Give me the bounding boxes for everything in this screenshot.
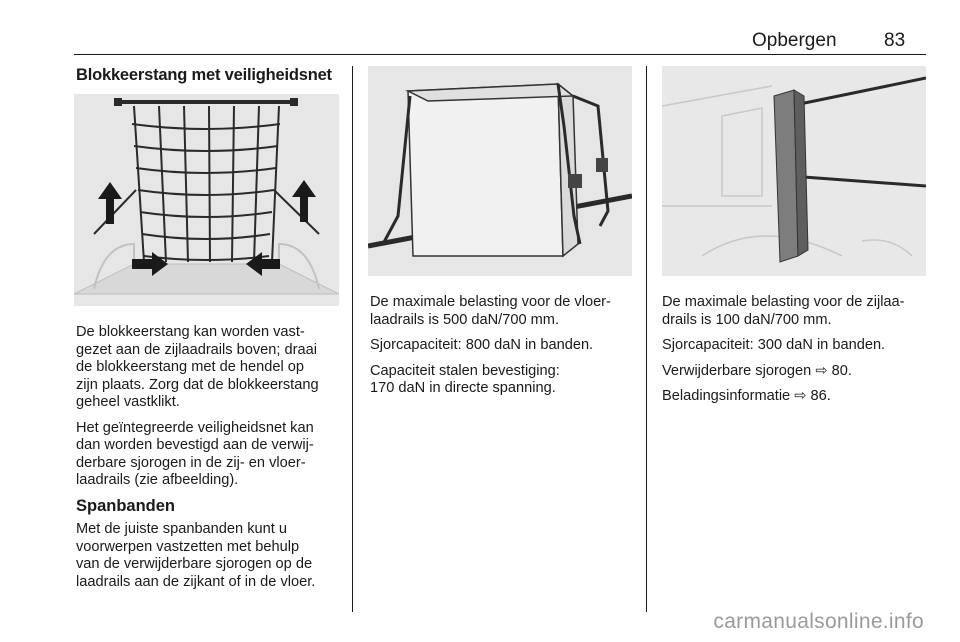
figure-box-straps (368, 66, 632, 276)
figure-safety-net (74, 94, 339, 306)
left-text-block (76, 324, 344, 599)
paragraph: Met de juiste spanbanden kunt u voorwerpen vastzetten met behulp van de verwijderbare sjorogen op de laadrails aan de zijkant of in de vloer. (76, 521, 316, 590)
paragraph: Sjorcapaciteit: 300 daN in banden. (662, 337, 886, 353)
box-straps-illustration (368, 66, 632, 276)
subheading: Spanbanden (76, 496, 176, 515)
safety-net-illustration (74, 94, 339, 306)
paragraph: De blokkeerstang kan worden vast- gezet aan de zijlaadrails boven; draai de blokkeerstang met de hendel op zijn plaats. Zorg dat de blokkeerstang geheel vastklikt. (76, 324, 319, 410)
paragraph: Capaciteit stalen bevestiging: 170 daN in directe spanning. (370, 362, 560, 396)
paragraph: De maximale belasting voor de vloer- laadrails is 500 daN/700 mm. (370, 294, 611, 328)
paragraph: Beladingsinformatie ⇨ 86. (662, 388, 831, 404)
header-rule (74, 54, 926, 55)
figure-side-rail (662, 66, 926, 276)
column-divider-2 (646, 66, 647, 612)
paragraph: Verwijderbare sjorogen ⇨ 80. (662, 362, 852, 379)
paragraph: De maximale belasting voor de zijlaa- drails is 100 daN/700 mm. (662, 294, 905, 328)
page-header-title: Opbergen (752, 30, 837, 51)
column-divider-1 (352, 66, 353, 612)
paragraph: Het geïntegreerde veiligheidsnet kan dan worden bevestigd aan de verwij- derbare sjorogen in de zij- en vloer- laadrails (zie afbeelding). (76, 419, 314, 488)
page-number: 83 (884, 30, 906, 51)
paragraph: Sjorcapaciteit: 800 daN in banden. (370, 337, 594, 353)
side-rail-illustration (662, 66, 926, 276)
middle-text-block (370, 294, 640, 406)
section-title: Blokkeerstang met veiligheidsnet (76, 66, 332, 84)
right-text-block (662, 294, 932, 414)
watermark: carmanualsonline.info (713, 610, 924, 633)
